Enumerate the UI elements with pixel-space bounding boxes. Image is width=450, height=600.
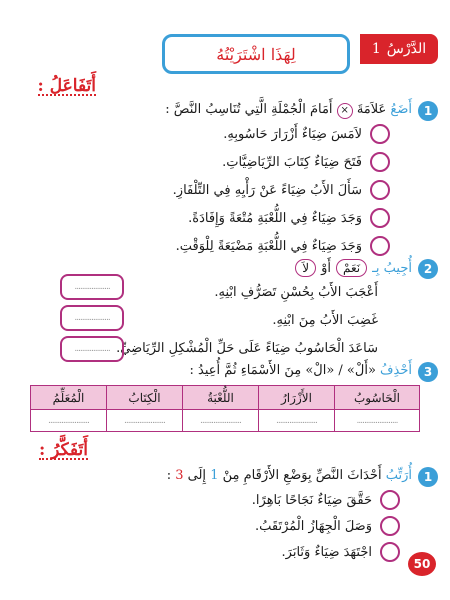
order-circle[interactable] xyxy=(380,490,400,510)
list-item: وَصَلَ الْجِهَازُ الْمُرْتَقَبُ. xyxy=(252,516,400,536)
page-number: 50 xyxy=(408,552,436,576)
list-item: سَأَلَ الأَبُ ضِيَاءً عَنْ رَأْيِهِ فِي التِّلْفَازِ. xyxy=(173,180,390,200)
list-item: فَتَحَ ضِيَاءٌ كِتَابَ الرِّيَاضِيَّاتِ. xyxy=(173,152,390,172)
table-header: اللُّعْبَةُ xyxy=(183,386,259,410)
lesson-tab xyxy=(360,34,438,64)
question-1-prompt xyxy=(165,102,412,119)
question-number-2: 2 xyxy=(418,259,438,279)
table-header: الْكِتَابُ xyxy=(107,386,183,410)
table-cell[interactable]: ...................... xyxy=(107,410,183,432)
order-circle[interactable] xyxy=(380,516,400,536)
answer-table xyxy=(30,385,420,432)
answer-circle[interactable] xyxy=(370,236,390,256)
section-2-text: أَحْدَاثَ النَّصِّ بِوَضْعِ الأَرْقَامِ مِنْ xyxy=(222,468,382,483)
section-2-items xyxy=(252,490,400,562)
question-2-verb: أُجِيبُ بِـ xyxy=(372,260,412,276)
range-to-word: إِلَى xyxy=(187,468,207,483)
or-word: أَوْ xyxy=(321,260,331,276)
question-1-verb: أَضَعُ xyxy=(390,102,412,117)
question-3-verb: أَحْذِفُ xyxy=(380,363,412,378)
question-3-text: «أَلْ» / «الْ» مِنَ الأَسْمَاءِ ثُمَّ أُعِيدُ : xyxy=(189,363,376,378)
question-number-1: 1 xyxy=(418,101,438,121)
answer-circle[interactable] xyxy=(370,208,390,228)
cross-icon: × xyxy=(337,103,353,119)
question-1-text-a: عَلاَمَةَ xyxy=(356,102,387,117)
question-1-text-b: أَمَامَ الْجُمْلَةِ الَّتِي تُنَاسِبُ النَّصَّ : xyxy=(165,102,333,117)
table-header: الأَزْرَارُ xyxy=(258,386,334,410)
question-number-3: 3 xyxy=(418,362,438,382)
table-row xyxy=(31,410,420,432)
list-item: وَجَدَ ضِيَاءٌ فِي اللُّعْبَةِ مُتْعَةً وَإِفَادَةً. xyxy=(173,208,390,228)
list-item: اجْتَهَدَ ضِيَاءٌ وَثَابَرَ. xyxy=(252,542,400,562)
table-header: الْحَاسُوبُ xyxy=(334,386,419,410)
lesson-title: لِهَذَا اشْتَرَيْتُهُ xyxy=(162,34,350,74)
range-to: 3 xyxy=(175,468,184,483)
table-header: الْمُعَلِّمُ xyxy=(31,386,107,410)
table-cell[interactable]: ...................... xyxy=(31,410,107,432)
list-item: حَقَّقَ ضِيَاءٌ نَجَاحًا بَاهِرًا. xyxy=(252,490,400,510)
statement-1: أَعْجَبَ الأَبُ بِحُسْنِ تَصَرُّفِ ابْنِهِ. xyxy=(214,285,378,300)
answer-circle[interactable] xyxy=(370,124,390,144)
table-cell[interactable]: ...................... xyxy=(258,410,334,432)
answer-circle[interactable] xyxy=(370,180,390,200)
answer-box[interactable]: ................... xyxy=(60,274,124,300)
question-3-prompt xyxy=(190,363,412,378)
question-2-prompt xyxy=(295,259,412,277)
section-heading-reflect: أَتَفَكَّرُ : xyxy=(38,440,88,460)
no-pill: لاَ xyxy=(295,259,316,277)
lesson-number: 1 xyxy=(371,41,381,57)
list-item: لاَمَسَ ضِيَاءٌ أَزْرَارَ حَاسُوبِهِ. xyxy=(173,124,390,144)
section-2-question-prompt: أُرَتِّبُ أَحْدَاثَ النَّصِّ بِوَضْعِ الأَرْقَامِ مِنْ 1 إِلَى 3 : xyxy=(166,468,412,483)
lesson-label: الدَّرْسُ xyxy=(386,41,427,57)
range-from: 1 xyxy=(210,468,219,483)
yes-pill: نَعَمْ xyxy=(336,259,367,277)
table-cell[interactable]: ...................... xyxy=(334,410,419,432)
section-2-verb: أُرَتِّبُ xyxy=(385,468,412,483)
section-heading-interact: أَتَفَاعَلُ : xyxy=(37,76,96,96)
statement-2: غَضِبَ الأَبُ مِنَ ابْنِهِ. xyxy=(272,313,378,328)
answer-box[interactable]: ................... xyxy=(60,305,124,331)
table-cell[interactable]: ...................... xyxy=(183,410,259,432)
answer-circle[interactable] xyxy=(370,152,390,172)
list-item: وَجَدَ ضِيَاءٌ فِي اللُّعْبَةِ مَضْيَعَةً لِلْوَقْتِ. xyxy=(173,236,390,256)
answer-box[interactable]: ................... xyxy=(60,336,124,362)
order-circle[interactable] xyxy=(380,542,400,562)
statement-3: سَاعَدَ الْحَاسُوبُ ضِيَاءً عَلَى حَلِّ الْمُشْكِلِ الرِّيَاضِيِّ. xyxy=(116,341,378,356)
question-number-s2-1: 1 xyxy=(418,467,438,487)
question-1-items xyxy=(173,124,390,256)
table-header-row xyxy=(31,386,420,410)
